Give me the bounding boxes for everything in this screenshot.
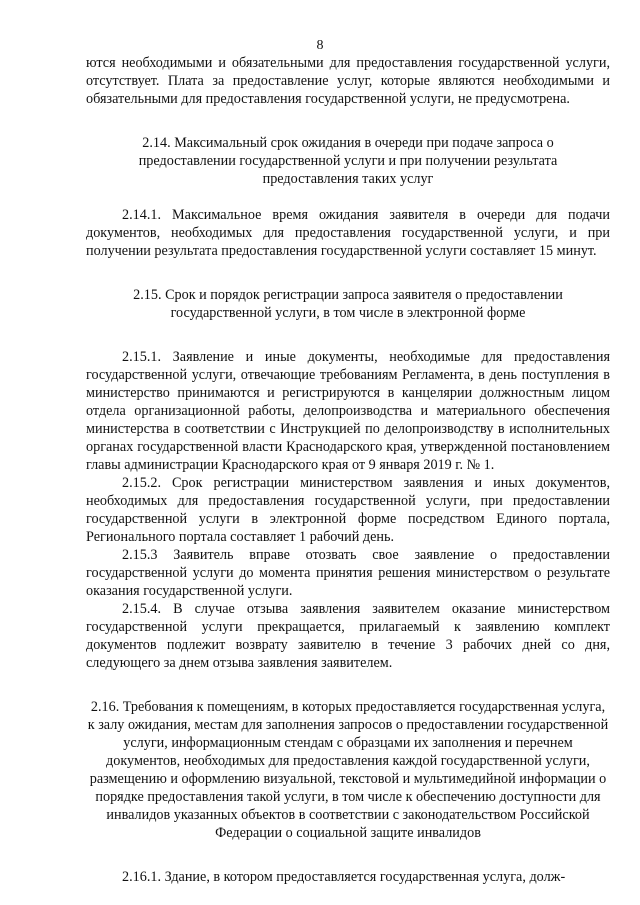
paragraph-2-15-4: 2.15.4. В случае отзыва заявления заявителем оказание министерством государственной услуги прекращается, прилагаемый к заявлению комплект документов подлежит возврату заявителю в течение 3 рабочих дней со дня, следующего за днем отзыва заявления заявителем. [86,601,610,671]
section-heading-2-16: 2.16. Требования к помещениям, в которых предоставляется государственная услуга, к залу ожидания, местам для заполнения запросов о предоставлении государственной услуги, информационным стендам с образцами их заполнения и перечнем документов, необходимых для предоставления каждой государственной услуги, размещению и оформлению визуальной, текстовой и мультимедийной информации о порядке предоставления такой услуги, в том числе к обеспечению доступности для инвалидов указанных объектов в соответствии с законодательством Российской Федерации о социальной защите инвалидов [87,699,609,841]
page-number: 8 [316,38,324,53]
section-heading-2-14: 2.14. Максимальный срок ожидания в очереди при подаче запроса о предоставлении государственной услуги и при получении результата предоставления таких услуг [138,135,558,187]
paragraph-intro: ются необходимыми и обязательными для предоставления государственной услуги, отсутствует. Плата за предоставление услуг, которые являются необходимыми и обязательными для предоставления государственной услуги, не предусмотрена. [86,55,610,107]
section-heading-2-15: 2.15. Срок и порядок регистрации запроса заявителя о предоставлении государственной услуги, в том числе в электронной форме [133,287,563,321]
paragraph-2-15-1: 2.15.1. Заявление и иные документы, необходимые для предоставления государственной услуги, отвечающие требованиям Регламента, в день поступления в министерство принимаются и регистрируются в канцелярии должностным лицом отдела организационной работы, делопроизводства и материального обеспечения министерства в соответствии с Инструкцией по делопроизводству в исполнительных органах государственной власти Краснодарского края, утвержденной постановлением главы администрации Краснодарского края от 9 января 2019 г. № 1. [86,349,610,473]
paragraph-2-15-2: 2.15.2. Срок регистрации министерством заявления и иных документов, необходимых для предоставления государственной услуги, при предоставлении государственной услуги в электронной форме посредством Единого портала, Регионального портала составляет 1 рабочий день. [86,475,610,545]
document-body [86,54,610,886]
paragraph-2-15-3: 2.15.3 Заявитель вправе отозвать свое заявление о предоставлении государственной услуги до момента принятия решения министерством о результате оказания государственной услуги. [86,547,610,599]
paragraph-2-14-1: 2.14.1. Максимальное время ожидания заявителя в очереди для подачи документов, необходимых для предоставления государственной услуги, и при получении результата предоставления государственной услуги составляет 15 минут. [86,207,610,259]
paragraph-2-16-1: 2.16.1. Здание, в котором предоставляется государственная услуга, долж- [122,869,566,885]
